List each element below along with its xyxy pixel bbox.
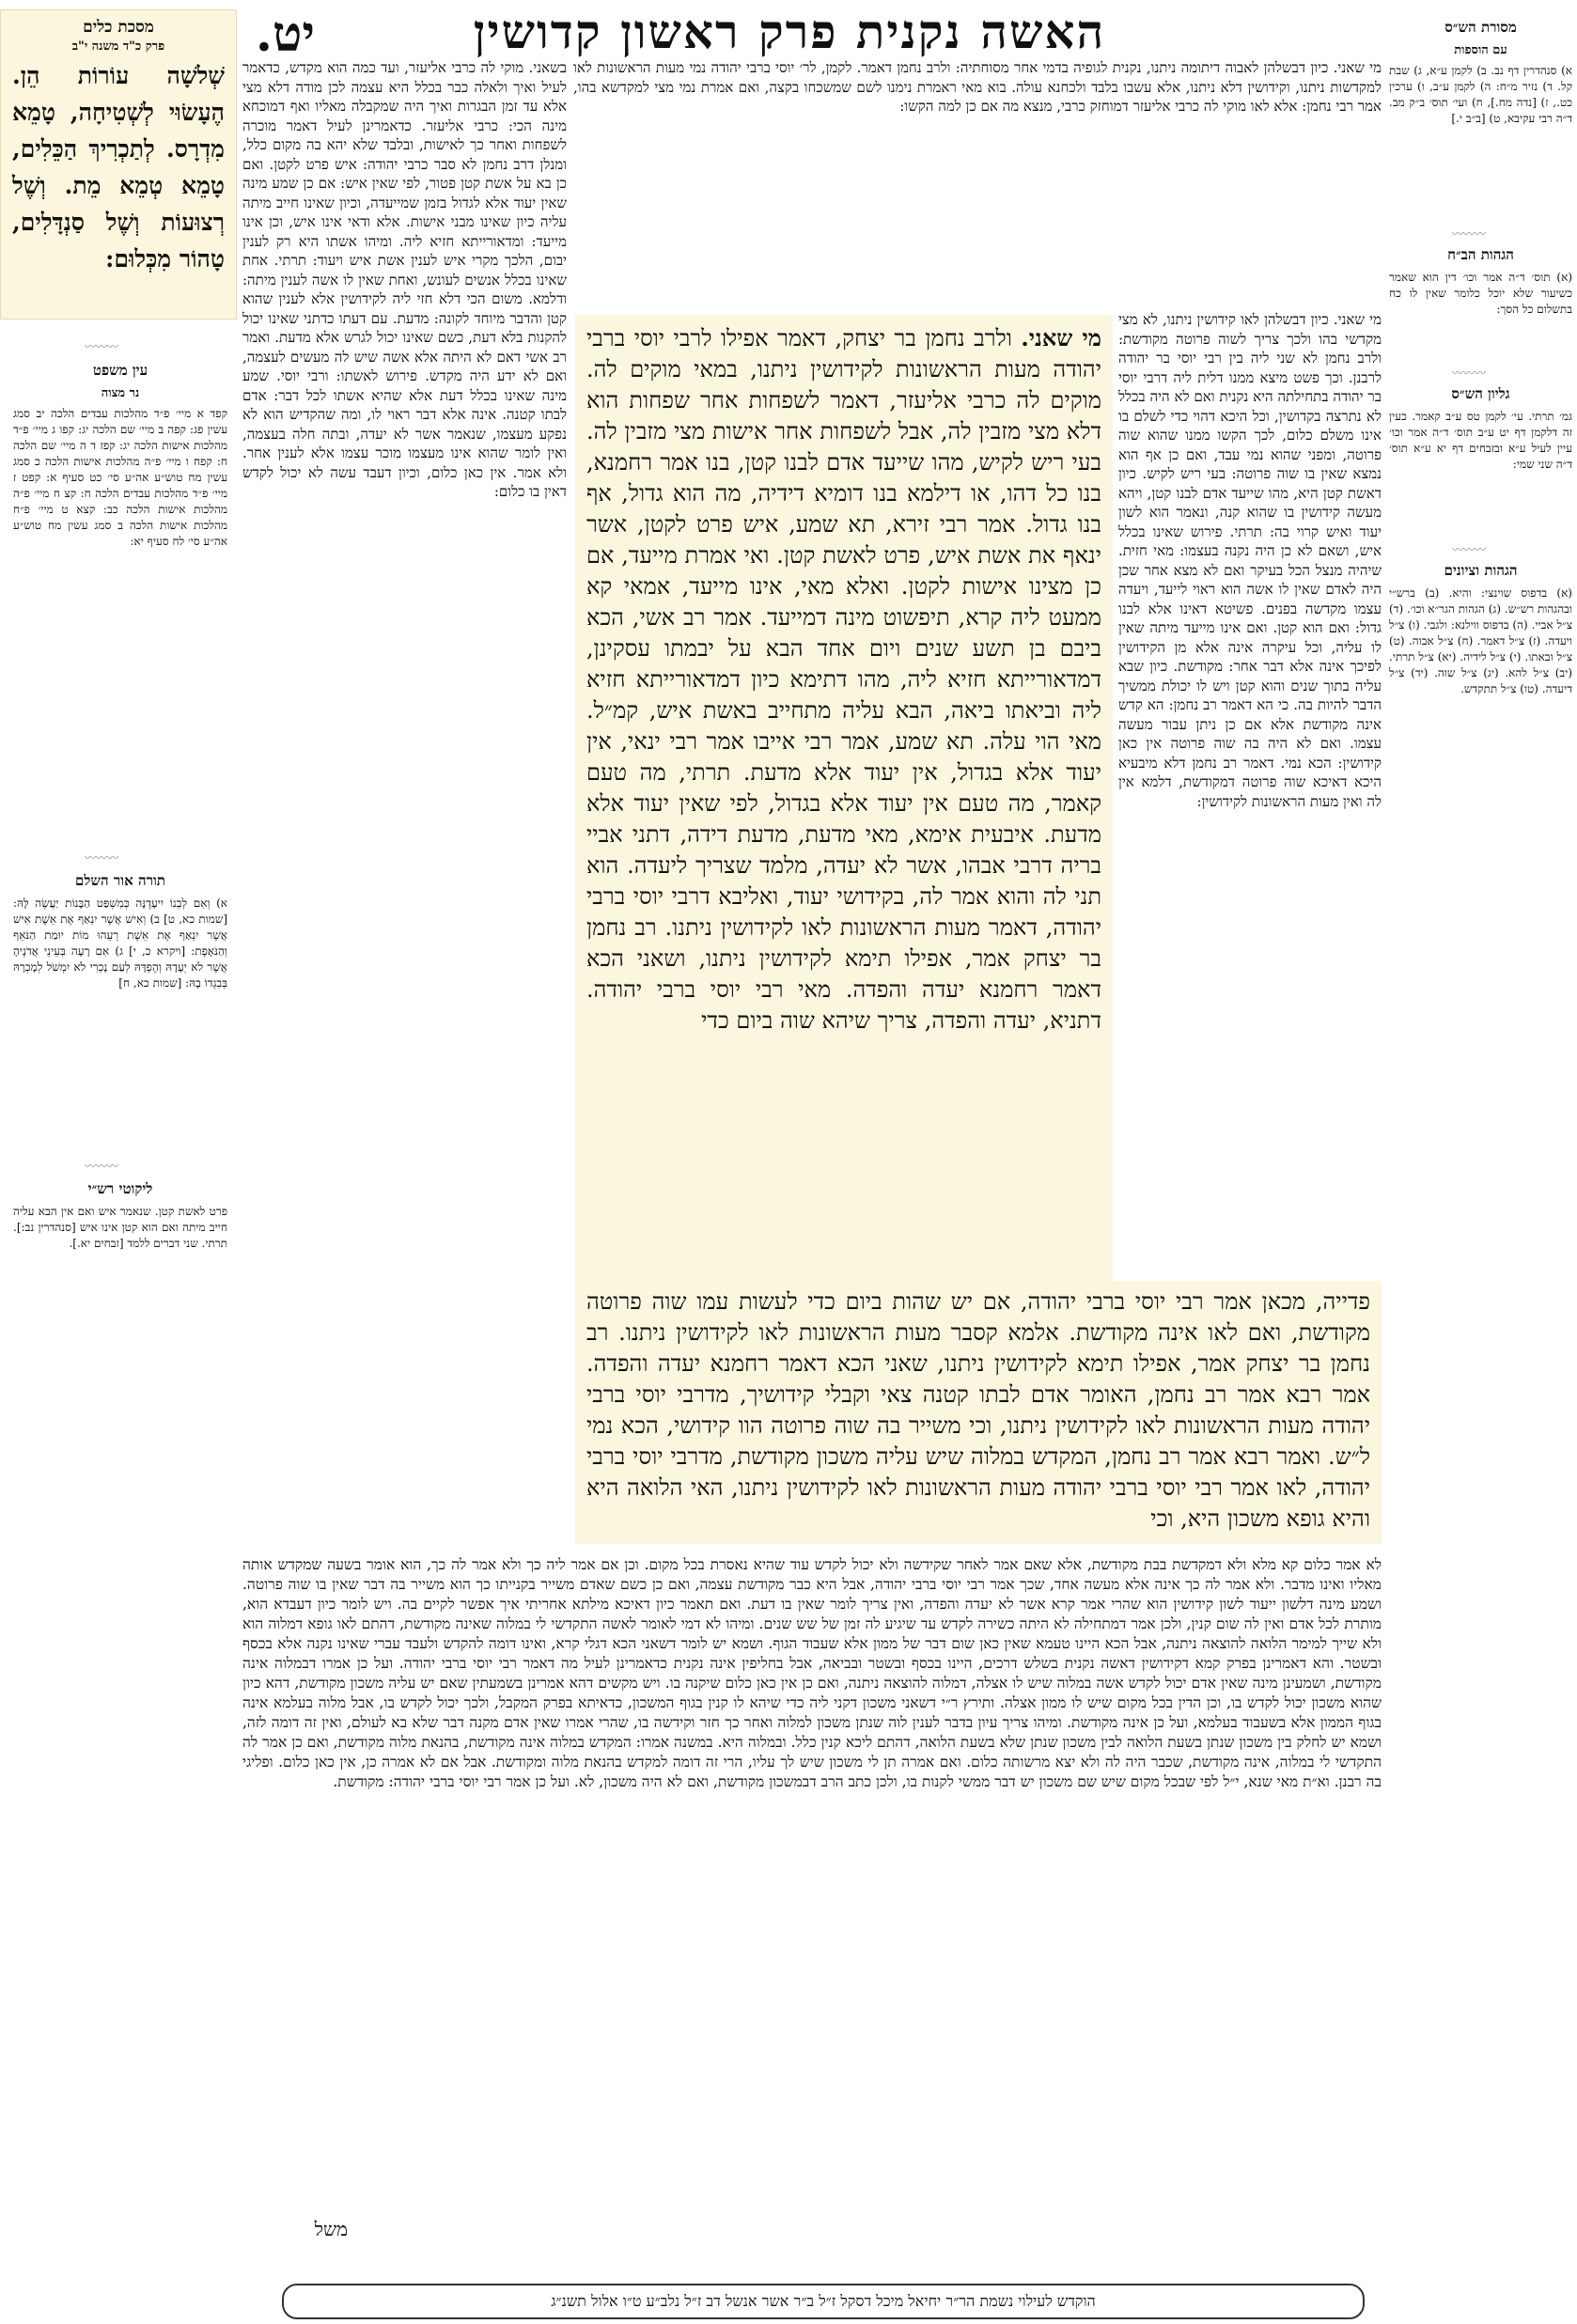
gemara-main-block: [575, 315, 1113, 1281]
catchword: משל: [314, 2218, 348, 2240]
torah-or-title: תורה אור השלם: [75, 872, 165, 889]
ornament-divider: 〰〰〰: [85, 340, 119, 353]
masoret-hashas-section: [1389, 19, 1572, 226]
mishnah-box-title: מסכת כלים: [83, 18, 154, 37]
gilyon-text: גמ׳ תרתי. עי׳ לקמן טס ע״ב קאמר. כעין זה דלקמן דף יט ע״ב תוס׳ ד״ה אמר וכו׳ עיין לעיל ע״א ובזבחים דף יא ע״א תוס׳ ד״ה שני שמי:: [1389, 410, 1572, 471]
gilyon-hashas-section: [1389, 385, 1572, 536]
hagahot-tziyunim-section: [1389, 562, 1572, 1351]
masoret-text: א) סנהדרין דף נב. ב) לקמן ע״א, ג) שבת קל. ד) נזיר מ״ח: ה) לקמן ע״ב, ו) ערכין כט., ז) [נדה מח.], ח) ועי׳ תוס׳ ב״ק מב. ד״ה רבי עקיבא, ט) [ב״ב י.]: [1389, 64, 1572, 125]
page-title: האשה נקנית פרק ראשון קדושין: [473, 4, 1106, 59]
ein-mishpat-subtitle: נר מצוה: [101, 386, 140, 400]
torah-or-text: א) וְאִם לְבְנוֹ יִיעָדֶנָּה כְּמִשְׁפַּט הַבָּנוֹת יַעֲשֶׂה לָּהּ: [שמות כא, ט] ב) וְאִישׁ אֲשֶׁר יִנְאַף אֶת אֵשֶׁת אִישׁ אֲשֶׁר יִנְאַף אֶת אֵשֶׁת רֵעֵהוּ מוֹת יוּמַת הַנֹּאֵף וְהַנֹּאָפֶת: [ויקרא כ, י] ג) אִם רָעָה בְּעֵינֵי אֲדֹנֶיהָ אֲשֶׁר לֹא יְעָדָהּ וְהֶפְדָּהּ לְעַם נָכְרִי לֹא יִמְשֹׁל לְמָכְרָהּ בְּבִגְדוֹ בָהּ: [שמות כא, ח]: [13, 897, 227, 990]
gemara-wide-text: פדייה, מכאן אמר רבי יוסי ברבי יהודה, אם יש שהות ביום כדי לעשות עמו שוה פרוטה מקודשת, ואם לאו אינה מקודשת. אלמא קסבר מעות הראשונות לאו לקידושין ניתנו. רב נחמן בר יצחק אמר, אפילו תימא לקידושין ניתנו, שאני הכא דאמר רחמנא יעדה והפדה. אמר רבא אמר רב נחמן, האומר אדם לבתו קטנה צאי וקבלי קידושיך, מדרבי יוסי ברבי יהודה מעות הראשונות לאו לקידושין ניתנו, וכי משייר בה שוה פרוטה הוו קידושי, הכא נמי ל״ש. ואמר רבא אמר רב נחמן, המקדש במלוה שיש עליה משכון מקודשת, מדרבי יוסי ברבי יהודה, לאו אמר רבי יוסי ברבי יהודה מעות הראשונות לאו לקידושין ניתנו, האי הלואה היא והיא גופא משכון היא, וכי: [586, 1288, 1370, 1532]
mishnah-box-text: שְׁלשָׁה עוֹרוֹת הֵן. הֶעָשׂוּי לְשְׁטִיחָה, טָמֵא מִדְרָס. לְתַכְרִיךְ הַכֵּלִים, טָמֵא טְמֵא מֵת. וְשֶׁל רְצוּעוֹת וְשֶׁל סַנְדָּלִים, טָהוֹר מִכְּלוּם:: [12, 62, 225, 273]
ein-mishpat-title: עין משפט: [92, 362, 148, 379]
torah-or-section: [13, 872, 227, 1154]
gemara-wide-block: [575, 1281, 1382, 1544]
gilyon-title: גליון הש״ס: [1451, 385, 1510, 402]
likutei-rashi-title: ליקוטי רש״י: [87, 1180, 153, 1197]
gemara-opener: מי שאני.: [1021, 324, 1101, 351]
commentary-top-text: מי שאני. כיון דבשלהן לאבוה דיתומה ניתנו, נקנית לגופיה בדמי אחר מסוחתיה: ולרב נחמן דאמר. לקמן, לר׳ יוסי ברבי יהודה נמי מעות הראשונות לאו למקדשות ניתנו, וקידושין דלא ניתנו, אלא עשבו בלבד ולכחנא עולה. בוא מאי ראמרת נימנו לשם שמשכחו בקצה, ואם אמרת נמי מצי למקדשא בהו, אמר רבי נחמן: אלא לאו מוקי לה כרבי אליעזר דמוחזק כרבי, מנצא מה אם כן למה הקשו:: [573, 59, 1382, 115]
hagahot-habach-title: הגהות הב״ח: [1447, 246, 1514, 263]
masoret-title: מסורת הש״ס: [1444, 19, 1517, 36]
hagahot-habach-section: [1389, 246, 1572, 359]
ornament-divider: 〰〰〰: [85, 851, 119, 865]
tosafot-bottom: לא אמר כלום קא מלא ולא דמקדשת בבת מקודשת, אלא שאם אמר לאחר שקידשה ולא יכול לקדש עוד שהיא נאסרת בכל מקום. וכן אם אמר ליה כך ולא אמר לה כך, הוא אומר בשעה שמקדש אותה מאליו ואינו מדבר. ולא אמר לה כך אינה אלא מעשה אחד, שכך אמר רבי יוסי ברבי יהודה, אבל היא כבר מקודשת עצמה, ואם כן כשם שאדם משייר בקנייתו כך הוא משייר בה דבר שאין בו שוה פרוטה. ושמע מינה דלשון ייעוד לשון קידושין הוא שהרי אמר קרא אשר לא יעדה והפדה, ואין צריך לומר שאין בו דעת. ואם תאמר כיון דאיכא מילתא אחריתי איך אפשר לקיים בה. ויש לומר כיון דעבדא הוא, מותרת לכל אדם ואין לה שום קנין, ולכן אמר דמתחילה לא היתה כשירה לקדש עד שיגיע לה זמן של שש שנים. ומיהו לא דמי לאומר לאשה התקדשי לי במלוה שאינה מקודשת, דהתם לאו גופא דמלוה הוא ולא שייך למימר הלואה להוצאה ניתנה, אבל הכא היינו טעמא שאין כאן שום דבר של ממון אלא שעבוד הגוף. ושמא יש לומר דשאני הכא דגלי קרא, ואינו דומה להקדש ולעבד עברי שאינו נקנה אלא בכסף ובשטר. והא דאמרינן בפרק קמא דקידושין דאשה נקנית בשלש דרכים, היינו בכסף ובשטר ובביאה, אבל בחליפין אינה נקנית כדאמרינן לעיל מה דאמר רבי יוסי ברבי יהודה. ועל כן אמרו דבמלוה אינה מקודשת, ושמעינן מינה שאין אדם יכול לקדש אשה במלוה שיש לו אצלה, דמלוה להוצאה ניתנה, ואם כן אין כאן כלום שיקנה בו. ויש מקשים דהא אמרינן בשמעתין שאם יש עליה משכון מקודשת, דהא כיון שהוא משכון יכול לקדש בו, וכן הדין בכל מקום שיש לו ממון אצלה. ותירץ ר״י דשאני משכון דקני ליה כדי שיהא לו קנין בגוף המשכון, כדאיתא בפרק המקבל, ולכך יכול לקדש בו, אבל מלוה בעלמא אינה בגוף הממון אלא בשעבוד בעלמא, ועל כן אינה מקודשת. ומיהו צריך עיון בדבר לענין לוה שנתן משכון למלוה ואחר כך חזר וקידשה בו, שהרי אמרו שאין אדם מקנה דבר שלא בא לעולם, ואין זה דומה לזה, ושמא יש לחלק בין משכון שנתן בשעת הלואה לבין משכון שנתן שלא בשעת הלואה, דהתם ליכא קנין כלל. ובמלוה היא. במשנה אמרו: המקדש במלוה אינה מקודשת, בהנאת מלוה מקודשת, ואם כן אמר לה התקדשי לי במלוה, אינה מקודשת, שכבר היה לה ולא יצא מרשותה כלום. ואם אמרה תן לי משכון שיש לך עליו, הרי זה דומה למקדש בהנאת מלוה ומקודשת. אבל אם לא אמרה כן, אין כאן כלום. ופליגי בה רבנן. וא״ת מאי שנא, י״ל לפי שבכל מקום שיש שם משכון יש דבר ממשי לקנות בו, ולכן כתב הרב דבמשכון מקודשת, ואם לא היה משכון, לא. ועל כן אמר רבי יוסי ברבי יהודה: מקודשת.: [242, 1556, 1382, 1790]
hagahot-habach-text: (א) תוס׳ ד״ה אמר וכו׳ דין הוא שאמר כשיעור שלא יוכל כלומר שאין לו כח בתשלום כל הסך:: [1389, 271, 1572, 316]
dedication-banner: הוקדש לעילוי נשמת הר״ר יחיאל מיכל דסקל ז״ל ב״ר אשר אנשל דב ז״ל נלב״ע ט״ו אלול תשנ״ג: [282, 2284, 1365, 2319]
likutei-rashi-text: פרט לאשת קטן. שנאמר איש ואם אין הבא עליה חייב מיתה ואם הוא קטן אינו איש [סנהדרין נב:]. תרתי. שני דברים ללמד [זבחים יא.].: [13, 1205, 227, 1250]
mishnah-box-subtitle: פרק כ"ד משנה י"ב: [71, 39, 165, 54]
ornament-divider: 〰〰〰: [1452, 227, 1487, 241]
page-number: יט.: [255, 6, 315, 63]
masoret-subtitle: עם הוספות: [1454, 43, 1507, 57]
tosafot-column: בשאני. מוקי לה כרבי אליעזר, ועד כמה הוא מקדש, כדאמר לעיל ואיך ולאלה כבר בכלל היא עצמה לכן מודה דלא מצי אלא עד זמן הבגרות ואיך היה שמקבלה מאליו ואף דמוכחא מינה הכי: כרבי אליעזר. כדאמרינן לעיל דאמר מוכרה לשפחות ואחר כך לאישות, ובלבד שלא יהא בה מקום כלל, ומנלן דרב נחמן לא סבר כרבי יהודה: איש פרט לקטן. ואם כן בא על אשת קטן פטור, לפי שאין איש: אם כן שמע מינה שאין יעוד אלא לגדול בזמן שמייעדה, וכיון שאינו חייב מיתה עליה כיון שאינו מבני אישות. אלא ודאי אינו איש, וכן אינו מייעד: ומדאורייתא חזיא ליה. ומיהו אשתו היא רק לענין יבום, הלכך מקרי איש לענין אשת איש ויעוד: תרתי. אחת שאינו בכלל אנשים לעונש, ואחת שאין לו אשה לענין מיתה: ודלמא. משום הכי דלא חזי ליה לקידושין אלא לענין שהוא קטן והדבר מיוחד לקונה: מדעת. עם דעתו כדתני שאינו יכול להקנות בלא דעת, כשם שאינו יכול לגרש אלא מדעת. ואמר רב אשי דאם לא היתה אלא אשה שיש לה מעשים לעצמה, ואם לא ידע היה מקדש. פירוש לאשתו: ורבי יוסי. שמע מינה שאינו בכלל דעת אלא שהיא אשתו לכל דבר: אדם לבתו קטנה. אינה אלא דבר ראוי לו, ומה שהקדיש הוא לא נפקע מעצמו, שנאמר אשר לא יעדה, ובתה חלה בעצמה, ואין לומר שהוא אינו מעצמו מוכר עצמו אלא לענין אחר. ולא אמר. אין כאן כלום, וכיון דעבד עשה לא יכול לקדש דאין בו כלום:: [242, 59, 567, 500]
mishnah-kelim-box: [0, 9, 237, 320]
ornament-divider: 〰〰〰: [1452, 367, 1487, 380]
gemara-text: [575, 315, 1113, 1281]
ein-mishpat-section: [13, 362, 227, 850]
hagahot-tziyunim-title: הגהות וציונים: [1444, 562, 1518, 579]
ornament-divider: 〰〰〰: [85, 1160, 119, 1173]
gemara-body: ולרב נחמן בר יצחק, דאמר אפילו לרבי יוסי ברבי יהודה מעות הראשונות לקידושין ניתנו, במאי מוקים לה. מוקים לה כרבי אליעזר, דאמר לשפחות אחר שפחות הוא דלא מצי מזבין לה, אבל לשפחות אחר אישות מצי מזבין לה. בעי ריש לקיש, מהו שייעד אדם לבנו קטן, בנו אמר רחמנא, בנו כל דהו, או דילמא בנו דומיא דידיה, מה הוא גדול, אף בנו גדול. אמר רבי זירא, תא שמע, איש פרט לקטן, אשר ינאף את אשת איש, פרט לאשת קטן. ואי אמרת מייעד, אם כן מצינו אישות לקטן. ואלא מאי, אינו מייעד, אמאי קא ממעט ליה קרא, תיפשוט מינה דמייעד. אמר רב אשי, הכא ביבם בן תשע שנים ויום אחד הבא על יבמתו עסקינן, דמדאורייתא חזיא ליה, מהו דתימא כיון דמדאורייתא חזיא ליה וביאתו ביאה, הבא עליה מתחייב באשת איש, קמ״ל. מאי הוי עלה. תא שמע, אמר רבי אייבו אמר רבי ינאי, אין יעוד אלא בגדול, אין יעוד אלא מדעת. תרתי, מה טעם קאמר, מה טעם אין יעוד אלא בגדול, לפי שאין יעוד אלא מדעת. איבעית אימא, מאי מדעת, מדעת דידה, דתני אביי בריה דרבי אבהו, אשר לא יעדה, מלמד שצריך ליעדה. הוא תני לה והוא אמר לה, בקידושי יעוד, ואליבא דרבי יוסי ברבי יהודה, דאמר מעות הראשונות לאו לקידושין ניתנו. רב נחמן בר יצחק אמר, אפילו תימא לקידושין ניתנו, ושאני הכא דאמר רחמנא יעדה והפדה. מאי רבי יוסי ברבי יהודה. דתניא, יעדה והפדה, צריך שיהא שוה ביום כדי: [586, 325, 1102, 1034]
hagahot-tziyunim-text: (א) בדפוס שוינצי: והיא. (ב) ברש״י ובהגהות רש״ש. (ג) הגהות הגר״א וכו׳. (ד) צ״ל אביי. (ה) בדפוס ווילנא: ולגבי. (ו) צ״ל ויעדה. (ז) צ״ל דאמר. (ח) צ״ל אבוה. (ט) צ״ל ובאתו. (י) צ״ל לידיה. (יא) צ״ל תרתי. (יב) צ״ל להא. (יג) צ״ל שוה. (יד) צ״ל דיעדה. (טו) צ״ל תתקדש.: [1389, 586, 1572, 695]
ein-mishpat-text: קפד א מיי׳ פ״ד מהלכות עבדים הלכה יב סמג עשין פג: קפה ב מיי׳ שם הלכה יג: קפו ג מיי׳ פ״ד מהלכות אישות הלכה יג: קפז ד ה מיי׳ שם הלכה ח: קפח ו מיי׳ פ״ה מהלכות אישות הלכה כ סמג עשין מח טוש״ע אה״ע סי׳ כט סעיף א: קפט ז מיי׳ פ״ד מהלכות עבדים הלכה ח: קצ ח מיי׳ פ״ה מהלכות אישות הלכה כב: קצא ט מיי׳ פ״ח מהלכות אישות הלכה ב סמג עשין מח טוש״ע אה״ע סי׳ לח סעיף יא:: [13, 407, 227, 548]
commentary-top: [573, 58, 1382, 307]
rashi-column: מי שאני. כיון דבשלהן לאו קידושין ניתנו, לא מצי מקדשי בהו ולכך צריך לשוה פרוטה מקודשת: ולרב נחמן לא שני ליה בין רבי יוסי בר יהודה לרבנן. וכך פשט מיצא ממנו דלית ליה דרבי יוסי בר יהודה בתחילתה היא נקנית ואם לא היה בכלל לא נתרצה בקדושין, וכל היכא דהוי כדי לשלם בו אינו משלם כלום, לכך הקשו ממנו שהוא שוה פרוטה, ומפני שהוא נמי עבד, ואם כן אף הוא נמצא שאין בו שוה פרוטה: בעי ריש לקיש. כיון דאשת קטן היא, מהו שייעד אדם לבנו קטן, ויהא מעשה קידושין בו שהוא קנה, ונאמר הוא לשון יעוד ואיש קרוי בה: תרתי. פירוש שאינו בכלל איש, ושאם לא כן היה נקנה בעצמו: מאי חזית. שיהיה מנצל הכל בעיקר ואם לא מצא אחר שכן היה לאדם שאין לו אשה הוא ראוי לייעד, ויעדה עצמו מקדשה בפנים. פשיטא דאינו אלא לבנו גדול: ואם הוא קטן. ואם אינו מייעד מיתה שאין לו עליה, וכל עיקרה אינה אלא מן הקידושין לפיכך אינה אלא דבר אחר: מקודשת. כיון שבא עליה בתוך שנים והוא קטן ויש לו יכולת ממשיך הדבר להיות בה. כי הא דאמר רב נחמן: הא קדש אינה מקודשת אלא אם כן ניתן עבור מעשה עצמו. ואם לא היה בה שוה פרוטה אין כאן קידושין: הכא נמי. דאמר רב נחמן דלא מיבעיא היכא דאיכא שוה פרוטה דמקודשת, דלמא אין לה ואין מעות הראשונות לקידושין:: [1118, 311, 1382, 810]
ornament-divider: 〰〰〰: [1452, 543, 1487, 556]
likutei-rashi-section: [13, 1180, 227, 1368]
